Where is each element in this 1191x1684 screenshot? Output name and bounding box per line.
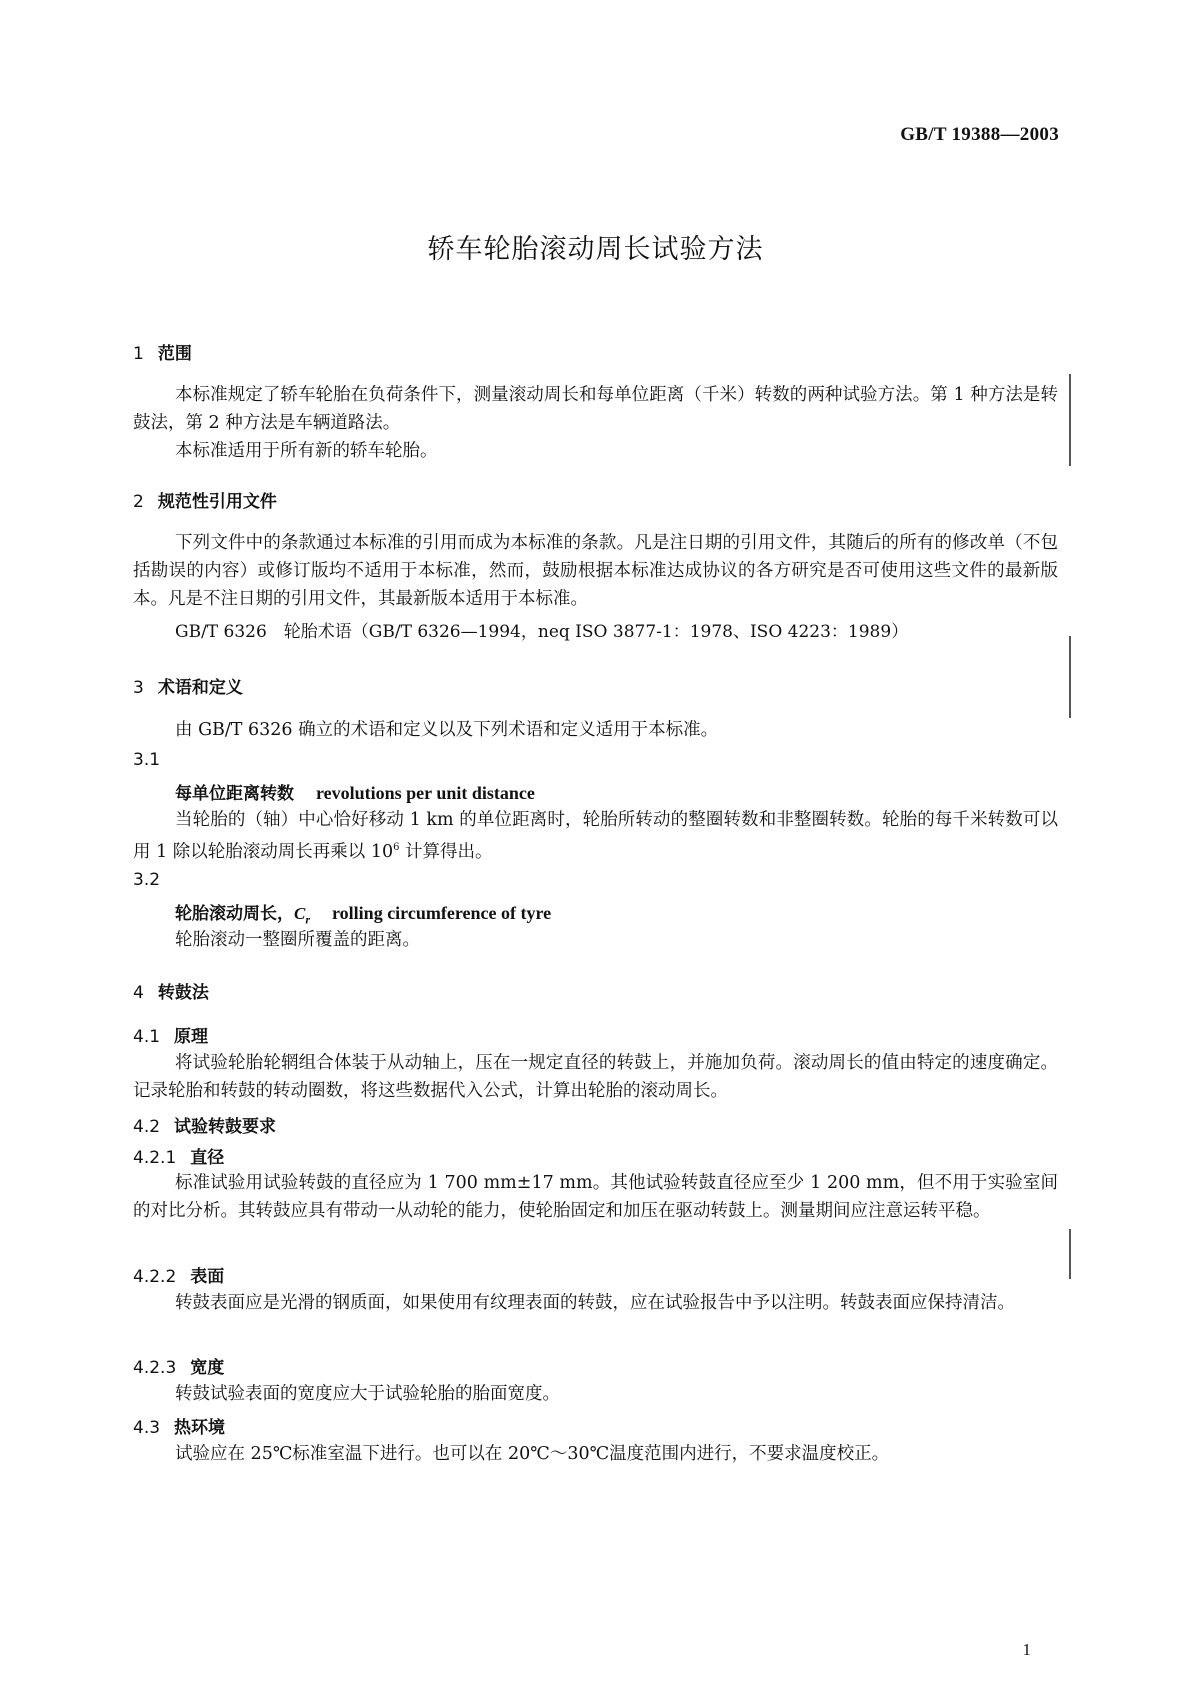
- section-4-2-1-heading: 4.2.1 直径: [133, 1148, 225, 1168]
- section-title: 范围: [157, 344, 192, 364]
- section-1-heading: [133, 339, 192, 364]
- section-3-paragraph-1: 由 GB/T 6326 确立的术语和定义以及下列术语和定义适用于本标准。: [175, 720, 719, 740]
- section-4-2-1-paragraph: 标准试验用试验转鼓的直径应为 1 700 mm±17 mm。其他试验转鼓直径应至少 1 200 mm，但不用于实验室间的对比分析。其转鼓应具有带动一从动轮的能力，使轮胎固定和加压在驱动转鼓上。测量期间应注意运转平稳。: [133, 1173, 1058, 1221]
- section-4-2-3-heading: 4.2.3 宽度: [133, 1358, 225, 1378]
- section-4-2-heading: 4.2 试验转鼓要求: [133, 1117, 277, 1137]
- section-1-paragraph-1: 本标准规定了轿车轮胎在负荷条件下，测量滚动周长和每单位距离（千米）转数的两种试验方法。第 1 种方法是转鼓法，第 2 种方法是车辆道路法。: [133, 385, 1058, 433]
- term-3-2-number: 3.2: [133, 870, 161, 890]
- change-bar: [1069, 1229, 1071, 1279]
- section-number: 3: [133, 678, 144, 698]
- term-3-1-definition: 当轮胎的（轴）中心恰好移动 1 km 的单位距离时，轮胎所转动的整圈转数和非整圈转数。轮胎的每千米转数可以用 1 除以轮胎滚动周长再乘以 $10^6$ 计算得出。: [133, 810, 1058, 862]
- section-title: 转鼓法: [157, 983, 209, 1003]
- section-1-paragraph-2: 本标准适用于所有新的轿车轮胎。: [175, 441, 438, 461]
- term-3-2-definition: 轮胎滚动一整圈所覆盖的距离。: [175, 930, 420, 950]
- section-2-paragraph-1: 下列文件中的条款通过本标准的引用而成为本标准的条款。凡是注日期的引用文件，其随后的所有的修改单（不包括勘误的内容）或修订版均不适用于本标准，然而，鼓励根据本标准达成协议的各方研究是否可使用这些文件的最新版本。凡是不注日期的引用文件，其最新版本适用于本标准。: [133, 533, 1058, 609]
- section-4-3-paragraph: 试验应在 25℃标准室温下进行。也可以在 20℃～30℃温度范围内进行，不要求温度校正。: [175, 1444, 890, 1464]
- term-3-1: [175, 779, 535, 804]
- page-number: 1: [1022, 1640, 1031, 1659]
- section-2-heading: [133, 487, 277, 512]
- normative-reference: GB/T 6326 轮胎术语（GB/T 6326—1994，neq ISO 3877-1：1978、ISO 4223：1989）: [175, 622, 909, 642]
- term-3-2: [175, 899, 551, 927]
- section-4-3-heading: 4.3 热环境: [133, 1418, 226, 1438]
- section-4-1-paragraph: 将试验轮胎轮辋组合体装于从动轴上，压在一规定直径的转鼓上，并施加负荷。滚动周长的值由特定的速度确定。记录轮胎和转鼓的转动圈数，将这些数据代入公式，计算出轮胎的滚动周长。: [133, 1053, 1058, 1101]
- section-number: 2: [133, 492, 144, 512]
- change-bar: [1069, 636, 1071, 718]
- term-chinese: 每单位距离转数: [175, 784, 294, 804]
- standard-code: GB/T 19388—2003: [900, 124, 1059, 145]
- section-number: 4: [133, 983, 144, 1003]
- term-english: rolling circumference of tyre: [332, 903, 552, 923]
- section-4-2-2-heading: 4.2.2 表面: [133, 1267, 225, 1287]
- section-title: 术语和定义: [157, 678, 243, 698]
- section-4-2-2-paragraph: 转鼓表面应是光滑的钢质面，如果使用有纹理表面的转鼓，应在试验报告中予以注明。转鼓表面应保持清洁。: [175, 1293, 1015, 1313]
- section-4-1-heading: 4.1 原理: [133, 1027, 209, 1047]
- section-number: 1: [133, 344, 144, 364]
- section-4-2-3-paragraph: 转鼓试验表面的宽度应大于试验轮胎的胎面宽度。: [175, 1384, 560, 1404]
- term-english: revolutions per unit distance: [316, 783, 535, 803]
- term-3-1-number: 3.1: [133, 750, 161, 770]
- section-title: 规范性引用文件: [157, 492, 277, 512]
- term-chinese: 轮胎滚动周长，: [175, 904, 294, 924]
- section-3-heading: [133, 673, 243, 698]
- term-symbol: $C_r$: [294, 904, 311, 927]
- change-bar: [1069, 374, 1071, 466]
- section-4-heading: [133, 978, 209, 1003]
- document-title: 轿车轮胎滚动周长试验方法: [427, 234, 764, 265]
